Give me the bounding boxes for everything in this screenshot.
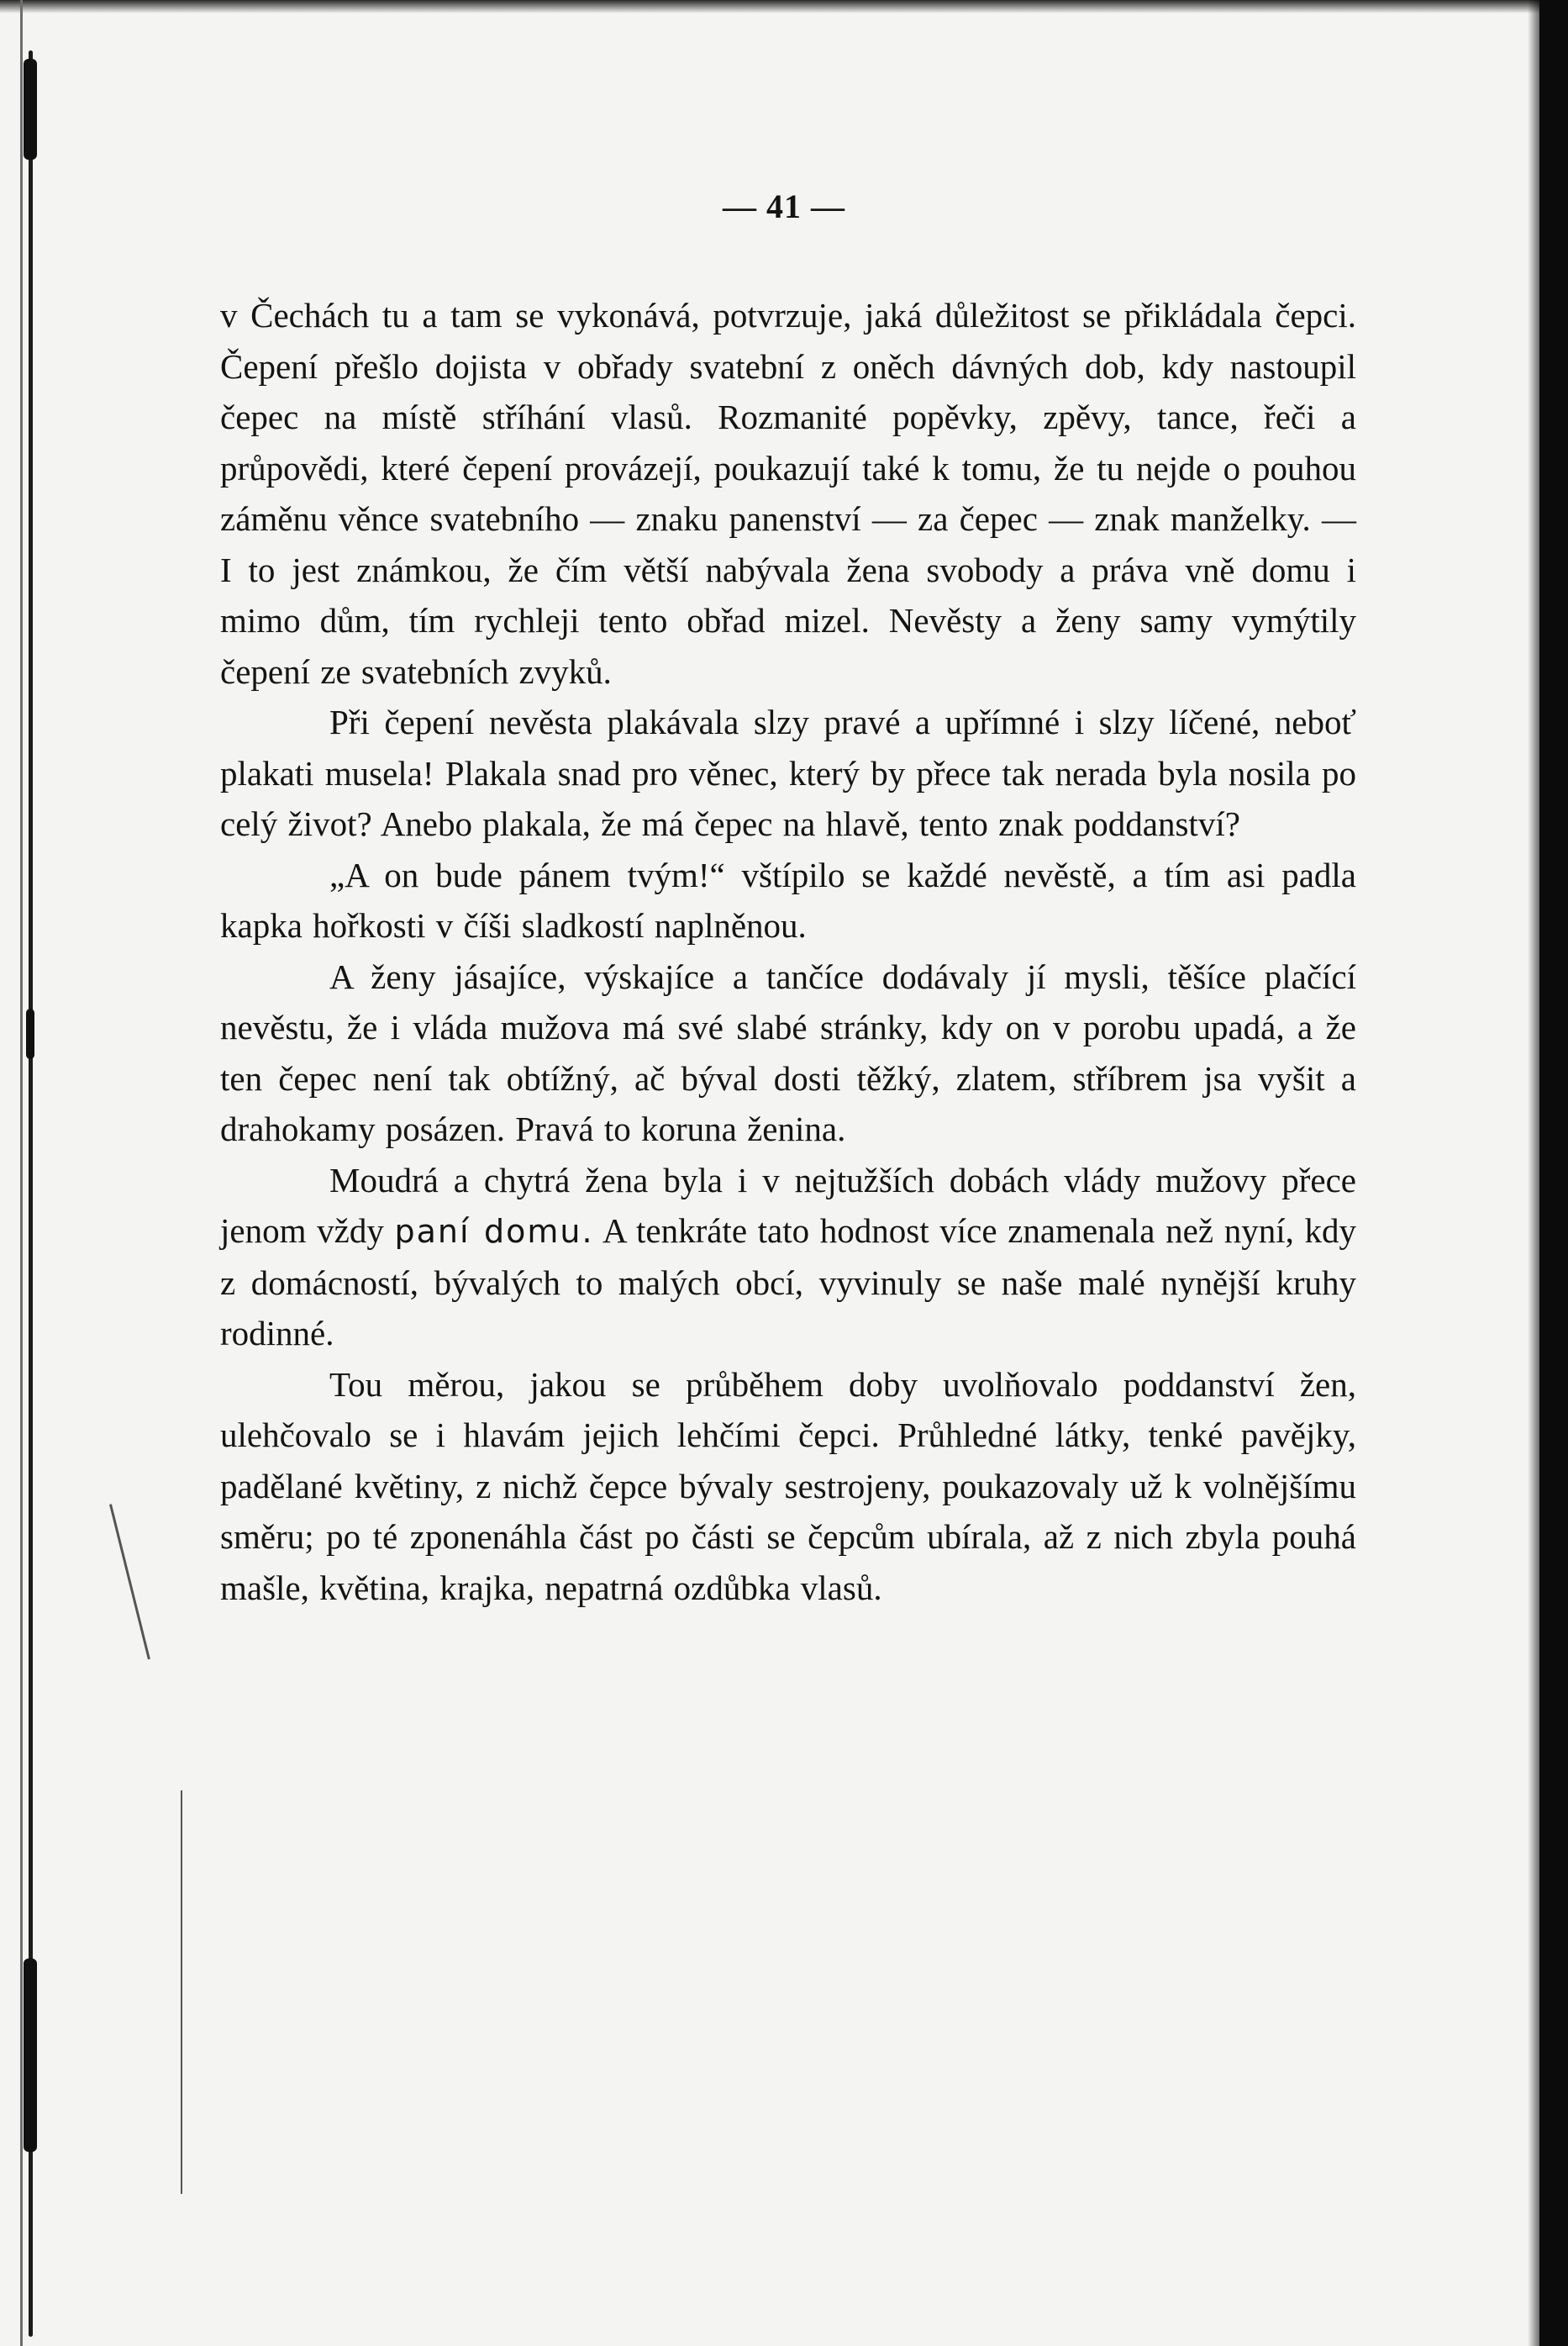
scan-right-border: [1539, 0, 1568, 2346]
emphasized-text: paní domu.: [394, 1213, 594, 1250]
binding-edge-line: [20, 0, 23, 2346]
binding-mark: [26, 1009, 34, 1059]
page-number: — 41 —: [723, 187, 845, 225]
paragraph: v Čechách tu a tam se vykonává, potvrzuje, jaká důležitost se přikládala čepci. Čepení přešlo dojista v obřady svatební z oněch dávných dob, kdy nastoupil čepec na místě stříhání vlasů. Rozmanité popěvky, zpěvy, tance, řeči a průpovědi, které čepení provázejí, poukazují také k tomu, že tu nejde o pouhou záměnu věnce svatebního — znaku panenství — za čepec — znak manželky. — I to jest známkou, že čím větší nabývala žena svobody a práva vně domu i mimo dům, tím rychleji tento obřad mizel. Nevěsty a ženy samy vymýtily čepení ze svatebních zvyků.: [220, 296, 1356, 691]
paragraph: [220, 1155, 1356, 1359]
scan-pencil-stroke: [109, 1504, 150, 1659]
paragraph: Tou měrou, jakou se průběhem doby uvolňovalo poddanství žen, ulehčovalo se i hlavám jejich lehčími čepci. Průhledné látky, tenké pavějky, padělané květiny, z nichž čepce bývaly sestrojeny, poukazovaly už k volnějšímu směru; po té zponenáhla část po části se čepcům ubírala, až z nich zbyla pouhá mašle, květina, krajka, nepatrná ozdůbka vlasů.: [220, 1364, 1356, 1607]
scan-left-binding: [0, 0, 59, 2346]
paragraph: Při čepení nevěsta plakávala slzy pravé a upřímné i slzy líčené, neboť plakati musela! Plakala snad pro věnec, který by přece tak nerada byla nosila po celý život? Anebo plakala, že má čepec na hlavě, tento znak poddanství?: [220, 703, 1356, 843]
body-text: [220, 290, 1356, 1613]
paragraph-text: A tenkráte tato hodnost více znamenala než nyní, kdy z domácností, bývalých to malých obcí, vyvinuly se naše malé nynější kruhy rodinné.: [220, 1211, 1356, 1352]
scan-pencil-stroke: [181, 1790, 182, 2194]
binding-mark: [24, 59, 37, 160]
binding-mark: [24, 1959, 37, 2152]
paragraph: A ženy jásajíce, výskajíce a tančíce dodávaly jí mysli, těšíce plačící nevěstu, že i vláda mužova má své slabé stránky, kdy on v porobu upadá, a že ten čepec není tak obtížný, ač býval dosti těžký, zlatem, stříbrem jsa vyšit a drahokamy posázen. Pravá to koruna ženina.: [220, 957, 1356, 1148]
scan-top-shadow: [0, 0, 1568, 13]
paragraph-text: Moudrá a chytrá žena byla i v nejtužších dobách vlády mužovy přece jenom vždy: [220, 1160, 1356, 1250]
paragraph: „A on bude pánem tvým!“ vštípilo se každé nevěstě, a tím asi padla kapka hořkosti v číši sladkostí naplněnou.: [220, 855, 1356, 945]
